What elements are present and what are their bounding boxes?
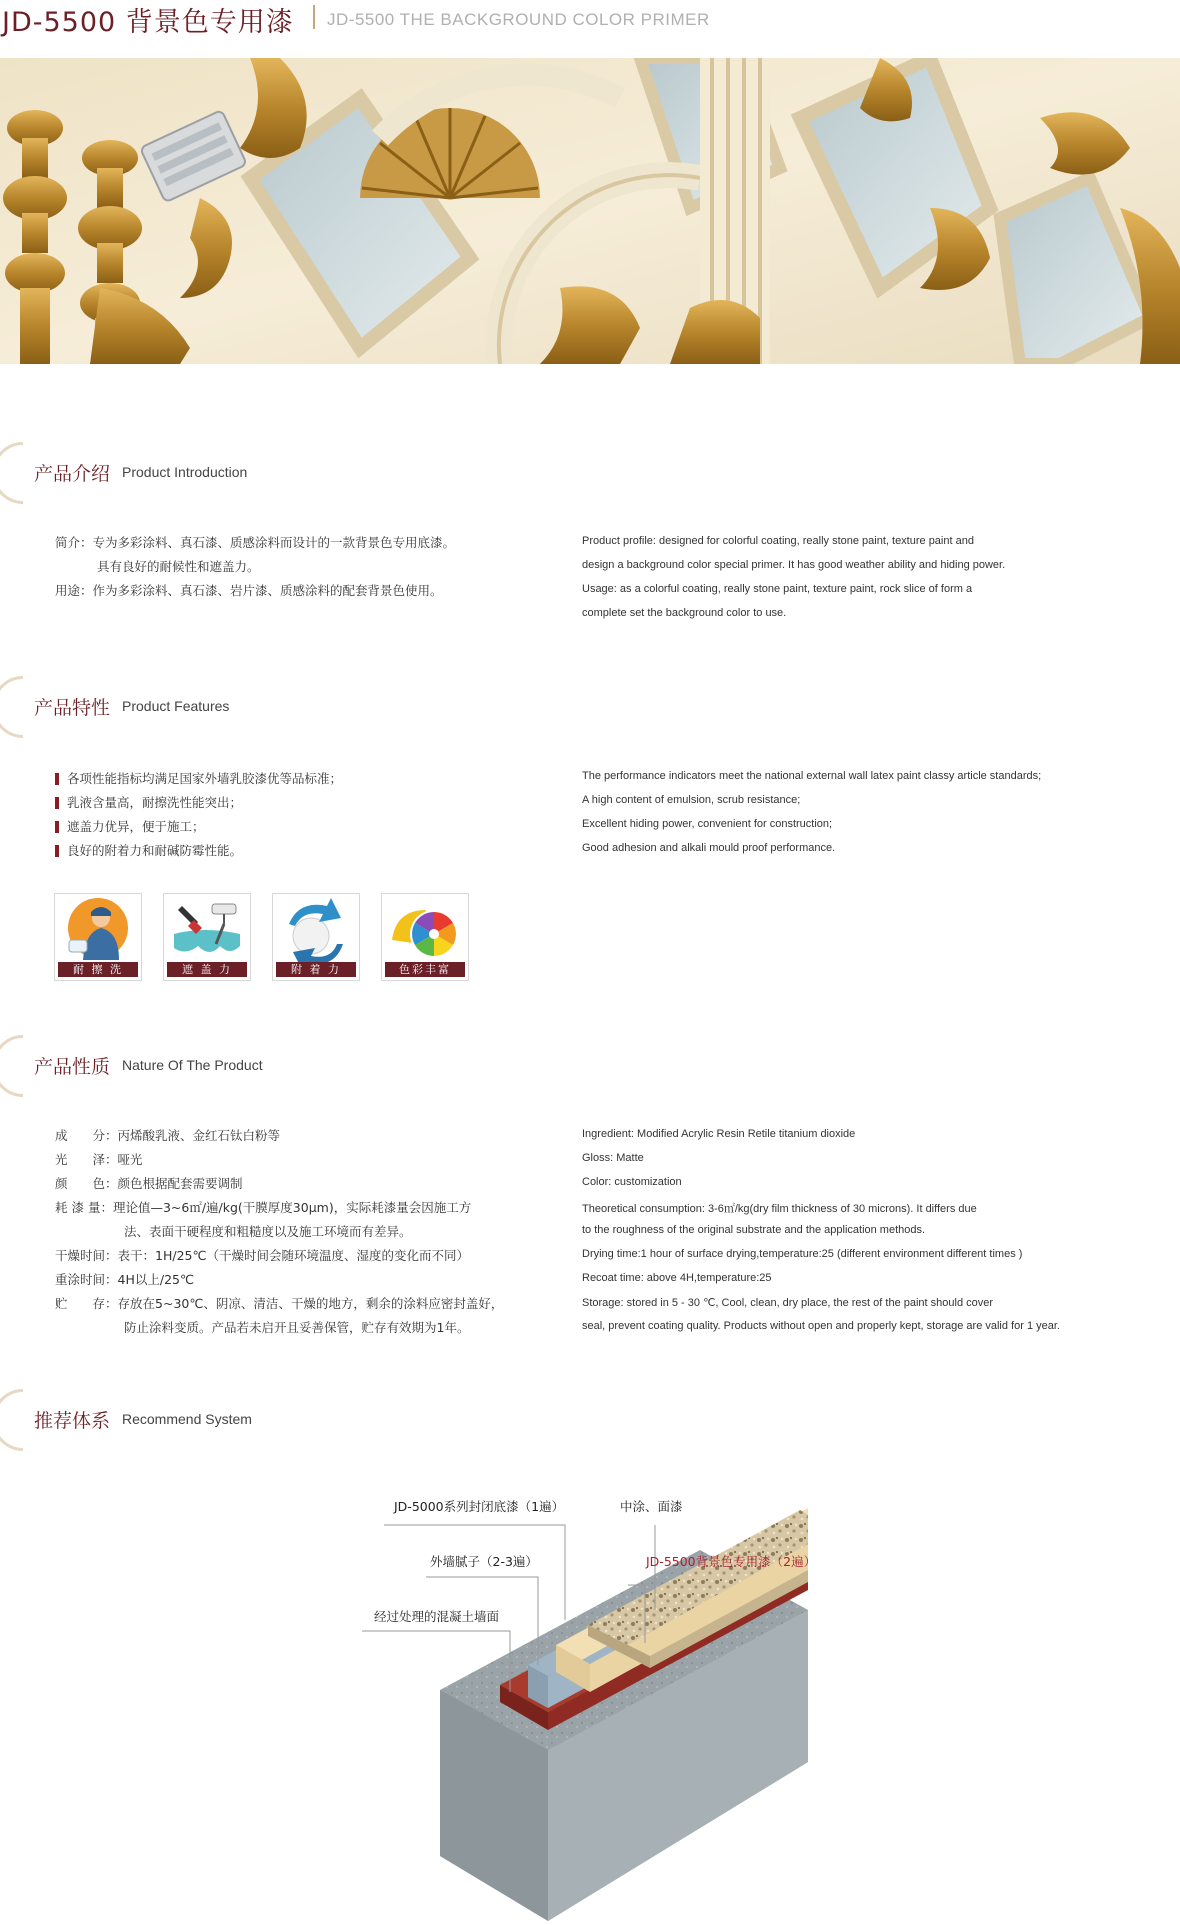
nature-row: 成 分：丙烯酸乳液、金红石钛白粉等 [55, 1128, 281, 1143]
layer-label-substrate: 经过处理的混凝土墙面 [374, 1609, 500, 1624]
layer-label-primer: JD-5500背景色专用漆（2遍） [646, 1554, 817, 1569]
section-title-en: Nature Of The Product [122, 1057, 263, 1073]
nature-en-line: Theoretical consumption: 3-6㎡/kg(dry film thickness of 30 microns). It differs due [582, 1203, 977, 1215]
bullet-marker [55, 773, 59, 785]
feature-en-item: A high content of emulsion, scrub resistance; [582, 794, 801, 806]
section-title-zh: 推荐体系 [34, 1410, 111, 1432]
nature-en-line: Gloss: Matte [582, 1152, 644, 1164]
section-nature-heading [0, 1035, 500, 1105]
section-title-en: Product Introduction [122, 464, 248, 480]
layer-label-sealer: JD-5000系列封闭底漆（1遍） [394, 1499, 565, 1514]
feature-en-item: The performance indicators meet the national external wall latex paint classy article standards; [582, 770, 1042, 782]
icon-caption: 耐 擦 洗 [58, 962, 138, 977]
nature-row: 颜 色：颜色根据配套需要调制 [55, 1176, 243, 1191]
intro-zh-line: 简介：专为多彩涂料、真石漆、质感涂料而设计的一款背景色专用底漆。 [55, 535, 456, 550]
hero-banner [0, 58, 1180, 364]
nature-en-line: Color: customization [582, 1176, 682, 1188]
section-title-zh: 产品介绍 [34, 463, 111, 485]
hiding-power-tile [163, 893, 251, 981]
nature-en-line: Drying time:1 hour of surface drying,temperature:25 (different environment different times ) [582, 1248, 1023, 1260]
feature-zh-item: 各项性能指标均满足国家外墙乳胶漆优等品标准； [55, 769, 342, 787]
section-title-zh: 产品特性 [34, 697, 111, 719]
nature-row-continued: 防止涂料变质。产品若未启开且妥善保管，贮存有效期为1年。 [124, 1320, 470, 1335]
adhesion-tile [272, 893, 360, 981]
coating-layers-illustration [0, 1480, 1180, 1921]
feature-zh-item: 乳液含量高，耐擦洗性能突出； [55, 793, 242, 811]
intro-en-line: complete set the background color to use. [582, 607, 787, 619]
nature-en-line: Storage: stored in 5 - 30 ℃, Cool, clean, dry place, the rest of the paint should cover [582, 1297, 994, 1309]
nature-row: 干燥时间：表干：1H/25℃（干燥时间会随环境温度、湿度的变化而不同） [55, 1248, 470, 1263]
nature-row: 光 泽：哑光 [55, 1152, 143, 1167]
ornate-architecture-illustration [0, 58, 1180, 364]
coating-system-diagram [0, 1480, 1180, 1921]
nature-en-line: seal, prevent coating quality. Products without open and properly kept, storage are valid for 1 year. [582, 1320, 1060, 1332]
nature-row-continued: 法、表面干硬程度和粗糙度以及施工环境而有差异。 [124, 1224, 412, 1239]
intro-en-line: design a background color special primer. It has good weather ability and hiding power. [582, 559, 1006, 571]
page-title: JD-5500 背景色专用漆 [2, 7, 294, 38]
nature-row: 贮 存：存放在5~30℃、阴凉、清洁、干燥的地方，剩余的涂料应密封盖好， [55, 1296, 504, 1311]
bullet-marker [55, 821, 59, 833]
rich-colors-tile [381, 893, 469, 981]
nature-row: 重涂时间：4H以上/25℃ [55, 1272, 195, 1287]
intro-en-line: Usage: as a colorful coating, really stone paint, texture paint, rock slice of form a [582, 583, 973, 595]
section-title-en: Recommend System [122, 1411, 252, 1427]
page-subtitle: JD-5500 THE BACKGROUND COLOR PRIMER [327, 10, 710, 29]
bullet-marker [55, 845, 59, 857]
section-title-en: Product Features [122, 698, 230, 714]
section-features-heading [0, 676, 500, 746]
nature-en-line: Recoat time: above 4H,temperature:25 [582, 1272, 772, 1284]
icon-caption: 色彩丰富 [385, 962, 465, 977]
section-introduction-heading [0, 442, 500, 512]
icon-caption: 遮 盖 力 [167, 962, 247, 977]
layer-label-putty: 外墙腻子（2-3遍） [430, 1554, 538, 1569]
icon-caption: 附 着 力 [276, 962, 356, 977]
feature-en-item: Good adhesion and alkali mould proof performance. [582, 842, 836, 854]
bullet-marker [55, 797, 59, 809]
section-recommend-heading [0, 1389, 500, 1459]
intro-zh-line: 用途：作为多彩涂料、真石漆、岩片漆、质感涂料的配套背景色使用。 [55, 583, 443, 598]
feature-zh-item: 遮盖力优异，便于施工； [55, 817, 205, 835]
scrub-resistance-tile [54, 893, 142, 981]
nature-row: 耗 漆 量：理论值—3~6㎡/遍/kg(干膜厚度30μm)，实际耗漆量会因施工方 [55, 1200, 472, 1215]
intro-zh-line: 具有良好的耐候性和遮盖力。 [97, 559, 260, 574]
feature-en-item: Excellent hiding power, convenient for construction; [582, 818, 833, 830]
layer-label-topcoat: 中涂、面漆 [620, 1499, 683, 1514]
feature-zh-item: 良好的附着力和耐碱防霉性能。 [55, 841, 242, 859]
nature-en-line: Ingredient: Modified Acrylic Resin Retile titanium dioxide [582, 1128, 856, 1140]
intro-en-line: Product profile: designed for colorful coating, really stone paint, texture paint and [582, 535, 974, 547]
title-divider [313, 5, 315, 29]
section-title-zh: 产品性质 [34, 1056, 111, 1078]
nature-en-line: to the roughness of the original substrate and the application methods. [582, 1224, 926, 1236]
